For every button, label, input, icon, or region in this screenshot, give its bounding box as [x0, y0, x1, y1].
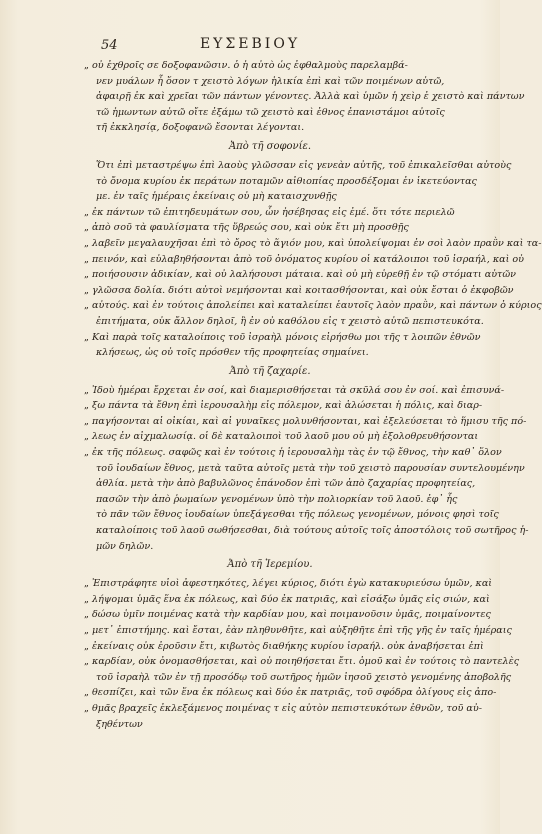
- text-line: τὸ πᾶν τῶν ἔθνος ἰουδαίων ὑπεξάγεσθαι τῆς πόλεως γενομένων, μόνοις φησὶ τοῖς: [96, 509, 499, 521]
- running-title: ΕΥΣΕΒΙΟΥ: [199, 36, 301, 52]
- text-line: „ λαβεῖν μεγαλαυχῆσαι ἐπὶ τὸ ὄρος τὸ ἅγιόν μου, καὶ ὑπολείψομαι ἐν σοὶ λαὸν πραῢν καὶ τα-: [96, 236, 444, 252]
- text-line: „ θεσπίζει, καὶ τῶν ἕνα ἐκ πόλεως καὶ δύο ἐκ πατριᾶς, τοῦ σφόδρα ὀλίγους εἰς ἀπο-: [96, 685, 444, 701]
- page-number: 54: [101, 38, 118, 53]
- text-line: „ Καὶ παρὰ τοῖς καταλοίποις τοῦ ἰσραὴλ μόνοις εἰρήσθω μοι τῆς τ λοιπῶν ἐθνῶν: [96, 330, 444, 346]
- text-line: καταλοίποις τοῦ λαοῦ σωθήσεσθαι, διὰ τούτους αὐτοῖς τοῖς ἀποστόλοις τοῦ σωτῆρος ἡ-: [96, 525, 529, 537]
- text-line: τῆ ἐκκλησίᾳ, δοξοφανῶ ἔσονται λέγονται.: [96, 122, 305, 134]
- text-line: „ ξω πάντα τὰ ἔθνη ἐπὶ ἱερουσαλὴμ εἰς πόλεμον, καὶ ἁλώσεται ἡ πόλις, καὶ διαρ-: [96, 398, 444, 414]
- text-line: τοῦ ἰσραὴλ τῶν ἐν τῇ προσόδῳ τοῦ σωτῆρος ἡμῶν ἰησοῦ χειστὸ γενομένης ἀποβολῆς: [96, 671, 512, 683]
- text-line: τῶ ἡμωντων αὐτῶ οἴτε ἐξάμω τῶ χειστὸ καὶ ἐθνος ἐπανιστάμοι αὐτοῖς: [96, 106, 445, 118]
- text-line: „ λήψομαι ὑμᾶς ἕνα ἐκ πόλεως, καὶ δύο ἐκ πατριᾶς, καὶ εἰσάξω ὑμᾶς εἰς σιών, καὶ: [96, 592, 444, 608]
- text-line: Ὅτι ἐπὶ μεταστρέψω ἐπὶ λαοὺς γλῶσσαν εἰς γενεὰν αὐτῆς, τοῦ ἐπικαλεῖσθαι αὐτοὺς: [96, 159, 512, 171]
- text-line: με. ἐν ταῖς ἡμέραις ἐκείναις οὐ μὴ καταισχυνθῇς: [96, 191, 337, 203]
- section-heading: Ἀπὸ τῆ Ἱερεμίου.: [227, 559, 313, 571]
- text-line: „ δώσω ὑμῖν ποιμένας κατὰ τὴν καρδίαν μου, καὶ ποιμανοῦσιν ὑμᾶς, ποιμαίνοντες: [96, 607, 444, 623]
- text-line: τὸ ὄνομα κυρίου ἐκ περάτων ποταμῶν αἰθιοπίας προσδέξομαι ἐν ἱκετεύοντας: [96, 175, 477, 187]
- text-line: ἀθλία. μετὰ τὴν ἀπὸ βαβυλῶνος ἐπάνοδον ἐπὶ τῶν ἀπὸ ζαχαρίας προφητείας,: [96, 478, 476, 490]
- section-heading: Ἀπὸ τῆ ζαχαρίε.: [229, 365, 311, 377]
- text-line: νεν μυάλων ἦ ὅσον τ χειστὸ λόγων ἡλικία ἐπὶ καὶ τῶν ποιμένων αὐτῶ,: [96, 75, 445, 87]
- text-line: τοῦ ἰουδαίων ἔθνος, μετὰ ταῦτα αὐτοῖς μετὰ τὴν τοῦ χειστὸ παρουσίαν συντελουμένην: [96, 462, 525, 474]
- text-line: „ ποιήσουσιν ἀδικίαν, καὶ οὐ λαλήσουσι μάταια. καὶ οὐ μὴ εὑρεθῇ ἐν τῷ στόματι αὐτῶν: [96, 267, 444, 283]
- text-line: „ οὐ ἐχθροῖς σε δοξοφανῶσιν. ὁ ἡ αὐτὸ ὡς ἐφθαλμοὺς παρελαμβά-: [96, 58, 444, 74]
- text-line: πασῶν τὴν ἀπὸ ῥωμαίων γενομένων ὑπὸ τὴν πολιορκίαν τοῦ λαοῦ. ἐφ᾽ ἧς: [96, 493, 458, 505]
- text-line: „ καρδίαν, οὐκ ὀνομασθήσεται, καὶ οὐ ποιηθήσεται ἔτι. ὁμοῦ καὶ ἐν τούτοις τὸ παντελὲς: [96, 654, 444, 670]
- text-line: „ ἀπὸ σοῦ τὰ φαυλίσματα τῆς ὕβρεώς σου, καὶ οὐκ ἔτι μὴ προσθῇς: [96, 220, 444, 236]
- text-line: „ ἐκ τῆς πόλεως. σαφῶς καὶ ἐν τούτοις ἡ ἱερουσαλὴμ τὰς ἐν τῷ ἔθνος, τὴν καθ᾽ ὅλον: [96, 445, 444, 461]
- section-heading: Ἀπὸ τῆ σοφονίε.: [228, 140, 312, 152]
- text-line: „ αὐτούς. καὶ ἐν τούτοις ἀπολείπει καὶ καταλείπει ἑαυτοῖς λαὸν πραῢν, καὶ πάντων ὁ κύριος: [96, 298, 444, 314]
- text-line: κλήσεως, ὡς οὐ τοῖς πρόσθεν τῆς προφητείας σημαίνει.: [96, 347, 369, 359]
- text-line: „ παγήσονται αἱ οἰκίαι, καὶ αἱ γυναῖκες μολυνθήσονται, καὶ ἐξελεύσεται τὸ ἥμισυ τῆς πό-: [96, 414, 444, 430]
- text-line: ξηθέντων: [96, 718, 143, 730]
- text-line: μῶν δηλῶν.: [96, 540, 154, 552]
- text-line: „ ἐκείναις οὐκ ἐροῦσιν ἔτι, κιβωτὸς διαθήκης κυρίου ἰσραήλ. οὐκ ἀναβήσεται ἐπὶ: [96, 639, 444, 655]
- text-line: ἀφαιρῇ ἐκ καὶ χρεῖαι τῶν πάντων γένοντες. Ἀλλὰ καὶ ὑμῶν ἡ χεὶρ ἐ χειστὸ καὶ πάντων: [96, 91, 525, 103]
- text-line: „ ἐκ πάντων τῶ ἐπιτηδευμάτων σου, ὧν ἠσέβησας εἰς ἐμέ. ὅτι τότε περιελῶ: [96, 205, 444, 221]
- text-line: „ Ἰδοὺ ἡμέραι ἔρχεται ἐν σοί, καὶ διαμερισθήσεται τὰ σκῦλά σου ἐν σοί. καὶ ἐπισυνά-: [96, 383, 444, 399]
- text-line: „ λεως ἐν αἰχμαλωσίᾳ. οἱ δὲ καταλοιποὶ τοῦ λαοῦ μου οὐ μὴ ἐξολοθρευθήσονται: [96, 429, 444, 445]
- text-line: „ γλῶσσα δολία. διότι αὐτοὶ νεμήσονται καὶ κοιτασθήσονται, καὶ οὐκ ἔσται ὁ ἐκφοβῶν: [96, 283, 444, 299]
- text-line: „ μετ᾽ ἐπιστήμης. καὶ ἔσται, ἐὰν πληθυνθῆτε, καὶ αὐξηθῆτε ἐπὶ τῆς γῆς ἐν ταῖς ἡμέραις: [96, 623, 444, 639]
- body-text: [92, 58, 542, 732]
- text-line: „ Ἐπιστράφητε υἱοὶ ἀφεστηκότες, λέγει κύριος, διότι ἐγὼ κατακυριεύσω ὑμῶν, καὶ: [96, 576, 444, 592]
- text-line: „ θμᾶς βραχεῖς ἐκλεξάμενος ποιμένας τ εἰς αὐτὸν πεπιστευκότων ἐθνῶν, τοῦ αὐ-: [96, 701, 444, 717]
- text-line: ἐπιτήματα, οὐκ ἄλλον δηλοῖ, ἢ ἐν οὐ καθόλου εἰς τ χειστὸ αὐτῶ πεπιστευκότα.: [96, 315, 484, 327]
- text-line: „ πεινόν, καὶ εὐλαβηθήσονται ἀπὸ τοῦ ὀνόματος κυρίου οἱ κατάλοιποι τοῦ ἰσραήλ, καὶ οὐ: [96, 252, 444, 268]
